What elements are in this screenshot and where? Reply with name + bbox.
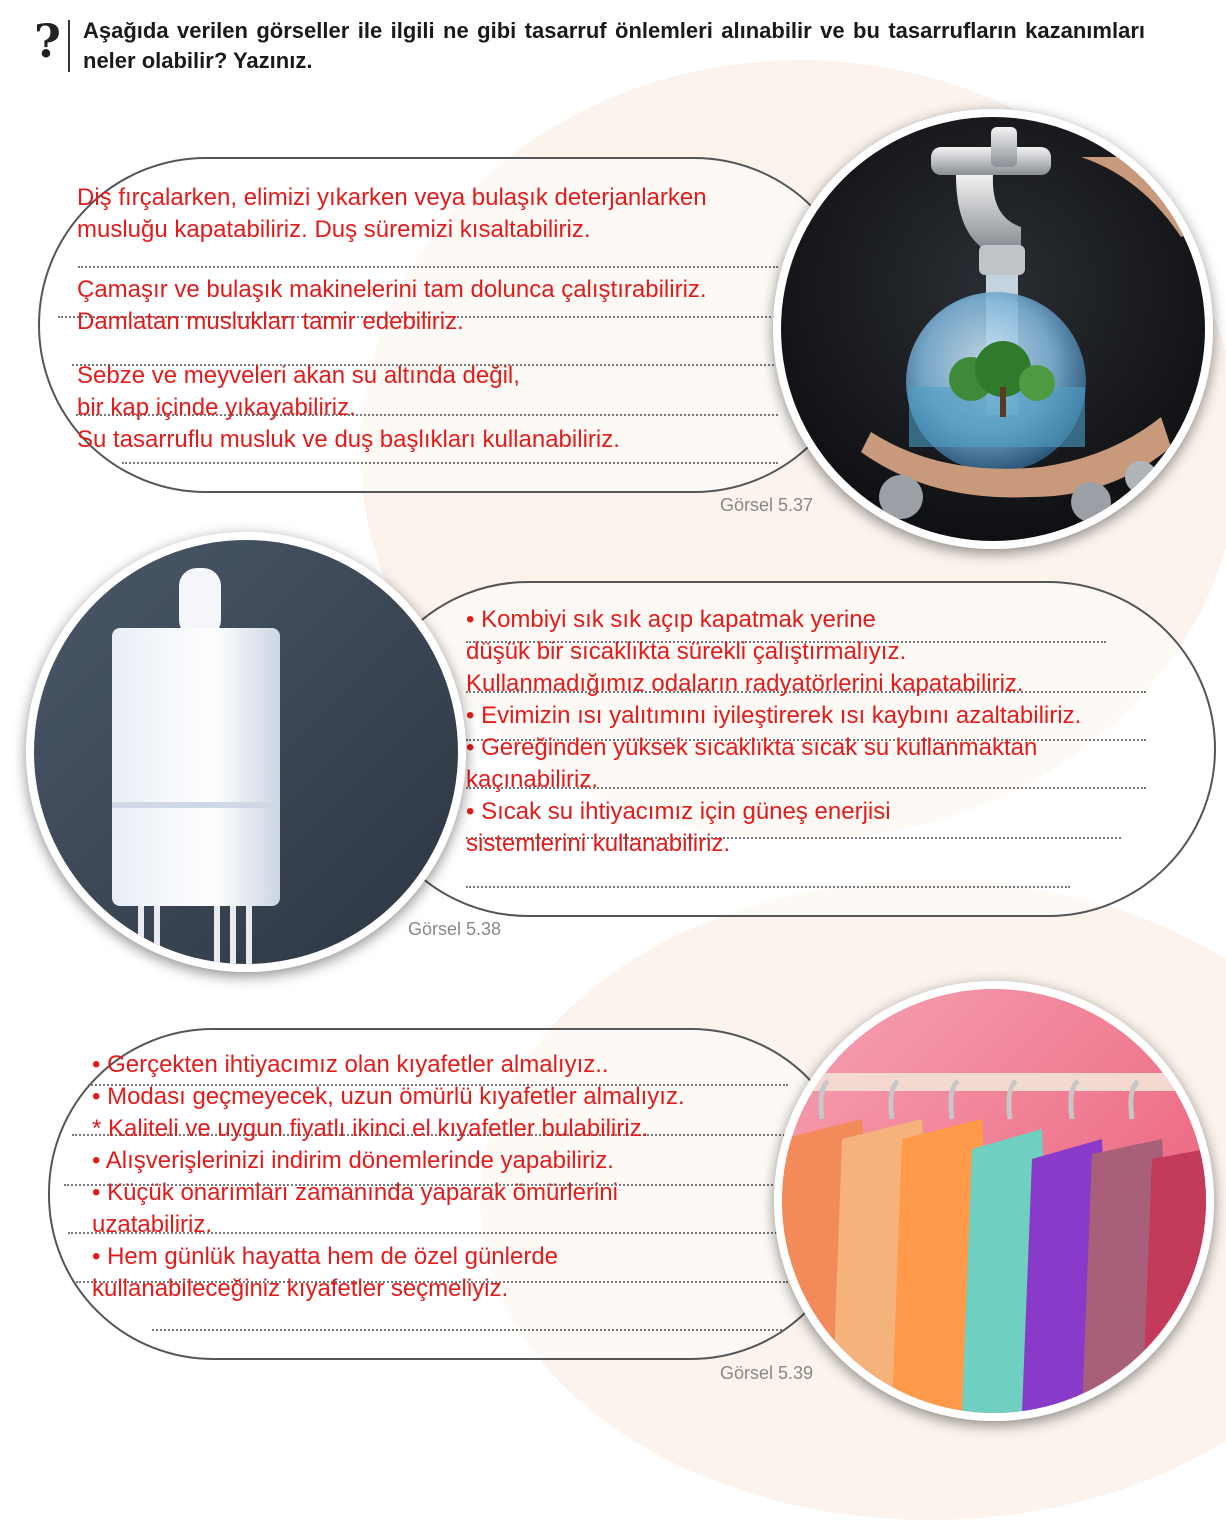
answer-line: • Hem günlük hayatta hem de özel günlerde	[92, 1243, 559, 1270]
writing-line	[122, 462, 778, 464]
image-caption: Görsel 5.38	[408, 919, 502, 939]
answer-line: düşük bir sıcaklıkta sürekli çalıştırmalıyız.	[466, 638, 907, 665]
answer-line: • Sıcak su ihtiyacımız için güneş enerjisi	[466, 798, 891, 825]
divider	[68, 20, 70, 72]
answer-line: Kullanmadığımız odaların radyatörlerini kapatabiliriz.	[466, 670, 1024, 697]
answer-line: • Gerçekten ihtiyacımız olan kıyafetler almalıyız..	[92, 1051, 609, 1078]
faucet-water-globe-icon	[773, 109, 1213, 549]
question-mark-icon: ?	[34, 14, 61, 68]
answer-line	[77, 246, 707, 274]
answer-line: kullanabileceğiniz kıyafetler seçmeliyiz.	[92, 1275, 509, 1302]
image-caption: Görsel 5.37	[720, 495, 814, 515]
answer-line: sistemlerini kullanabiliriz.	[466, 830, 731, 857]
clothes-rack-icon	[774, 981, 1214, 1421]
answer-line: uzatabiliriz.	[92, 1211, 213, 1238]
answer-line: • Kombiyi sık sık açıp kapatmak yerine	[466, 606, 876, 633]
answer-line: Sebze ve meyveleri akan su altında değil,	[77, 362, 520, 389]
handwritten-answer-2[interactable]	[466, 604, 1081, 860]
question-text: Aşağıda verilen görseller ile ilgili ne gibi tasarruf önlemleri alınabilir ve bu tasarrufların kazanımları neler olabilir? Yazınız.	[83, 18, 1145, 73]
image-caption: Görsel 5.39	[720, 1363, 814, 1383]
answer-line: • Evimizin ısı yalıtımını iyileştirerek ısı kaybını azaltabiliriz.	[466, 702, 1082, 729]
answer-line: kaçınabiliriz.	[466, 766, 599, 793]
handwritten-answer-1[interactable]	[77, 182, 707, 456]
answer-line	[77, 338, 707, 360]
answer-line: • Modası geçmeyecek, uzun ömürlü kıyafetler almalıyız.	[92, 1083, 685, 1110]
answer-line: • Küçük onarımları zamanında yaparak ömürlerini	[92, 1179, 618, 1206]
answer-line: Damlatan muslukları tamir edebiliriz.	[77, 308, 464, 335]
answer-line: musluğu kapatabiliriz. Duş süremizi kısaltabiliriz.	[77, 216, 591, 243]
combi-boiler-icon	[26, 532, 466, 972]
answer-line: Su tasarruflu musluk ve duş başlıkları kullanabiliriz.	[77, 426, 620, 453]
answer-line: bir kap içinde yıkayabiliriz.	[77, 394, 356, 421]
writing-line	[466, 886, 1070, 888]
handwritten-answer-3[interactable]	[92, 1049, 685, 1305]
writing-line	[152, 1329, 782, 1331]
answer-line: Çamaşır ve bulaşık makinelerini tam dolunca çalıştırabiliriz.	[77, 276, 707, 303]
answer-line: Diş fırçalarken, elimizi yıkarken veya bulaşık deterjanlarken	[77, 184, 707, 211]
answer-line: * Kaliteli ve uygun fiyatlı ikinci el kıyafetler bulabiliriz.	[92, 1115, 649, 1142]
answer-line: • Alışverişlerinizi indirim dönemlerinde yapabiliriz.	[92, 1147, 614, 1174]
answer-line: • Gereğinden yüksek sıcaklıkta sıcak su kullanmaktan	[466, 734, 1038, 761]
